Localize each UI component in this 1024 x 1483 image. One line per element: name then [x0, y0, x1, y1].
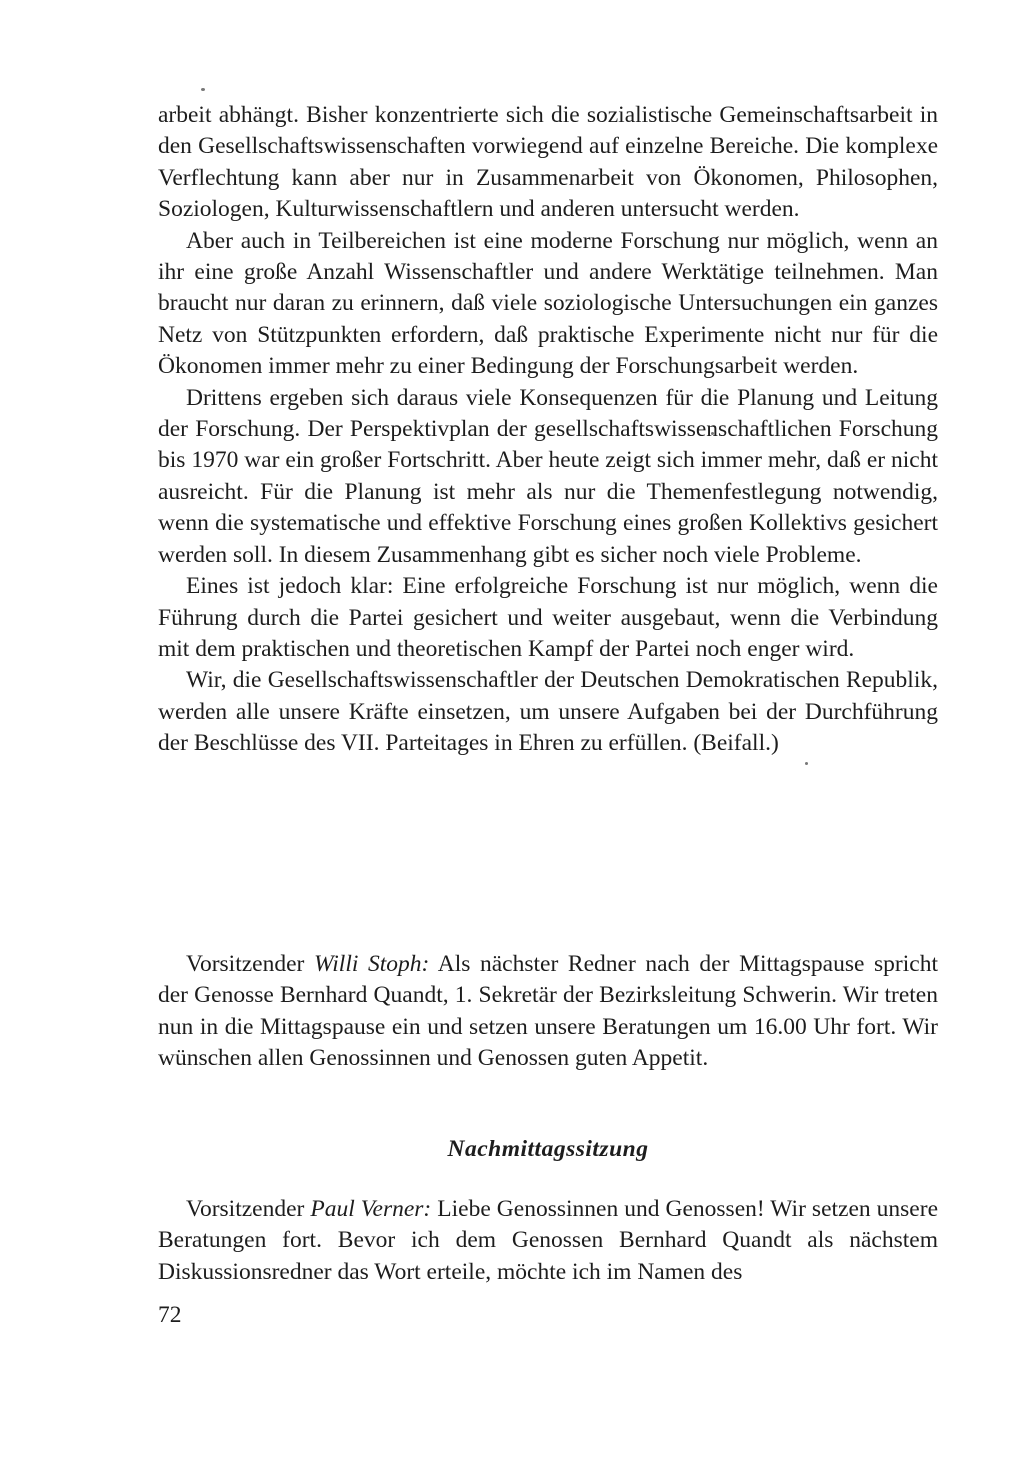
paragraph: Eines ist jedoch klar: Eine erfolgreiche Forschung ist nur möglich, wenn die Führung durch die Partei gesichert und weiter ausgebaut, wenn die Verbindung mit dem praktischen und theoretischen Kampf der Partei noch enger wird. [158, 573, 938, 662]
announcement-paragraph [158, 949, 938, 1075]
main-text-block [158, 100, 938, 760]
paragraph: Drittens ergeben sich daraus viele Konsequenzen für die Planung und Leitung der Forschung. Der Perspektivplan der gesellschaftswissenschaftlichen Forschung bis 1970 war ein großer Fortschritt. Aber heute zeigt sich immer mehr, daß er nicht ausreicht. Für die Planung ist mehr als nur die Themenfestlegung notwendig, wenn die systematische und effektive Forschung eines großen Kollektivs gesichert werden soll. In diesem Zusammenhang gibt es sicher noch viele Probleme. [158, 384, 938, 568]
paragraph: Wir, die Gesellschaftswissenschaftler der Deutschen Demokratischen Republik, werden alle unsere Kräfte einsetzen, um unsere Aufgaben bei der Durchführung der Beschlüsse des VII. Parteitages in Ehren zu erfüllen. (Beifall.) [158, 667, 938, 757]
section-heading: Nachmittagssitzung [447, 1136, 649, 1162]
speaker-title: Vorsitzender [186, 1196, 311, 1222]
chairman-announcement [158, 949, 938, 1075]
afternoon-paragraph [158, 1194, 938, 1288]
afternoon-session-text [158, 1194, 938, 1288]
announcement-text: Als nächster Redner nach der Mittagspause spricht der Genosse Bernhard Quandt, 1. Sekretär der Bezirksleitung Schwerin. Wir treten nun in die Mittagspause ein und setzen unsere Beratungen um 16.00 Uhr fort. Wir wünschen allen Genossinnen und Genossen guten Appetit. [158, 951, 938, 1072]
paragraph: arbeit abhängt. Bisher konzentrierte sich die sozialistische Gemeinschaftsarbeit in den Gesellschaftswissenschaften vorwiegend auf einzelne Bereiche. Die komplexe Verflechtung kann aber nur in Zusammenarbeit von Ökonomen, Philosophen, Soziologen, Kulturwissenschaftlern und anderen untersucht werden. [158, 102, 938, 223]
page-number: 72 [158, 1302, 182, 1328]
speaker-name: Paul Verner: [310, 1196, 432, 1222]
afternoon-text: Liebe Genossinnen und Genossen! Wir setzen unsere Beratungen fort. Bevor ich dem Genossen Bernhard Quandt als nächstem Diskussionsredner das Wort erteile, möchte ich im Namen des [158, 1196, 938, 1285]
print-speck [805, 762, 808, 765]
speaker-name: Willi Stoph: [313, 951, 430, 977]
paragraph: Aber auch in Teilbereichen ist eine moderne Forschung nur möglich, wenn an ihr eine große Anzahl Wissenschaftler und andere Werktätige teilnehmen. Man braucht nur daran zu erinnern, daß viele soziologische Untersuchungen ein ganzes Netz von Stützpunkten erfordern, daß praktische Experimente nicht nur für die Ökonomen immer mehr zu einer Bedingung der Forschungsarbeit werden. [158, 227, 938, 380]
print-speck [201, 88, 205, 91]
speaker-title: Vorsitzender [186, 951, 314, 977]
